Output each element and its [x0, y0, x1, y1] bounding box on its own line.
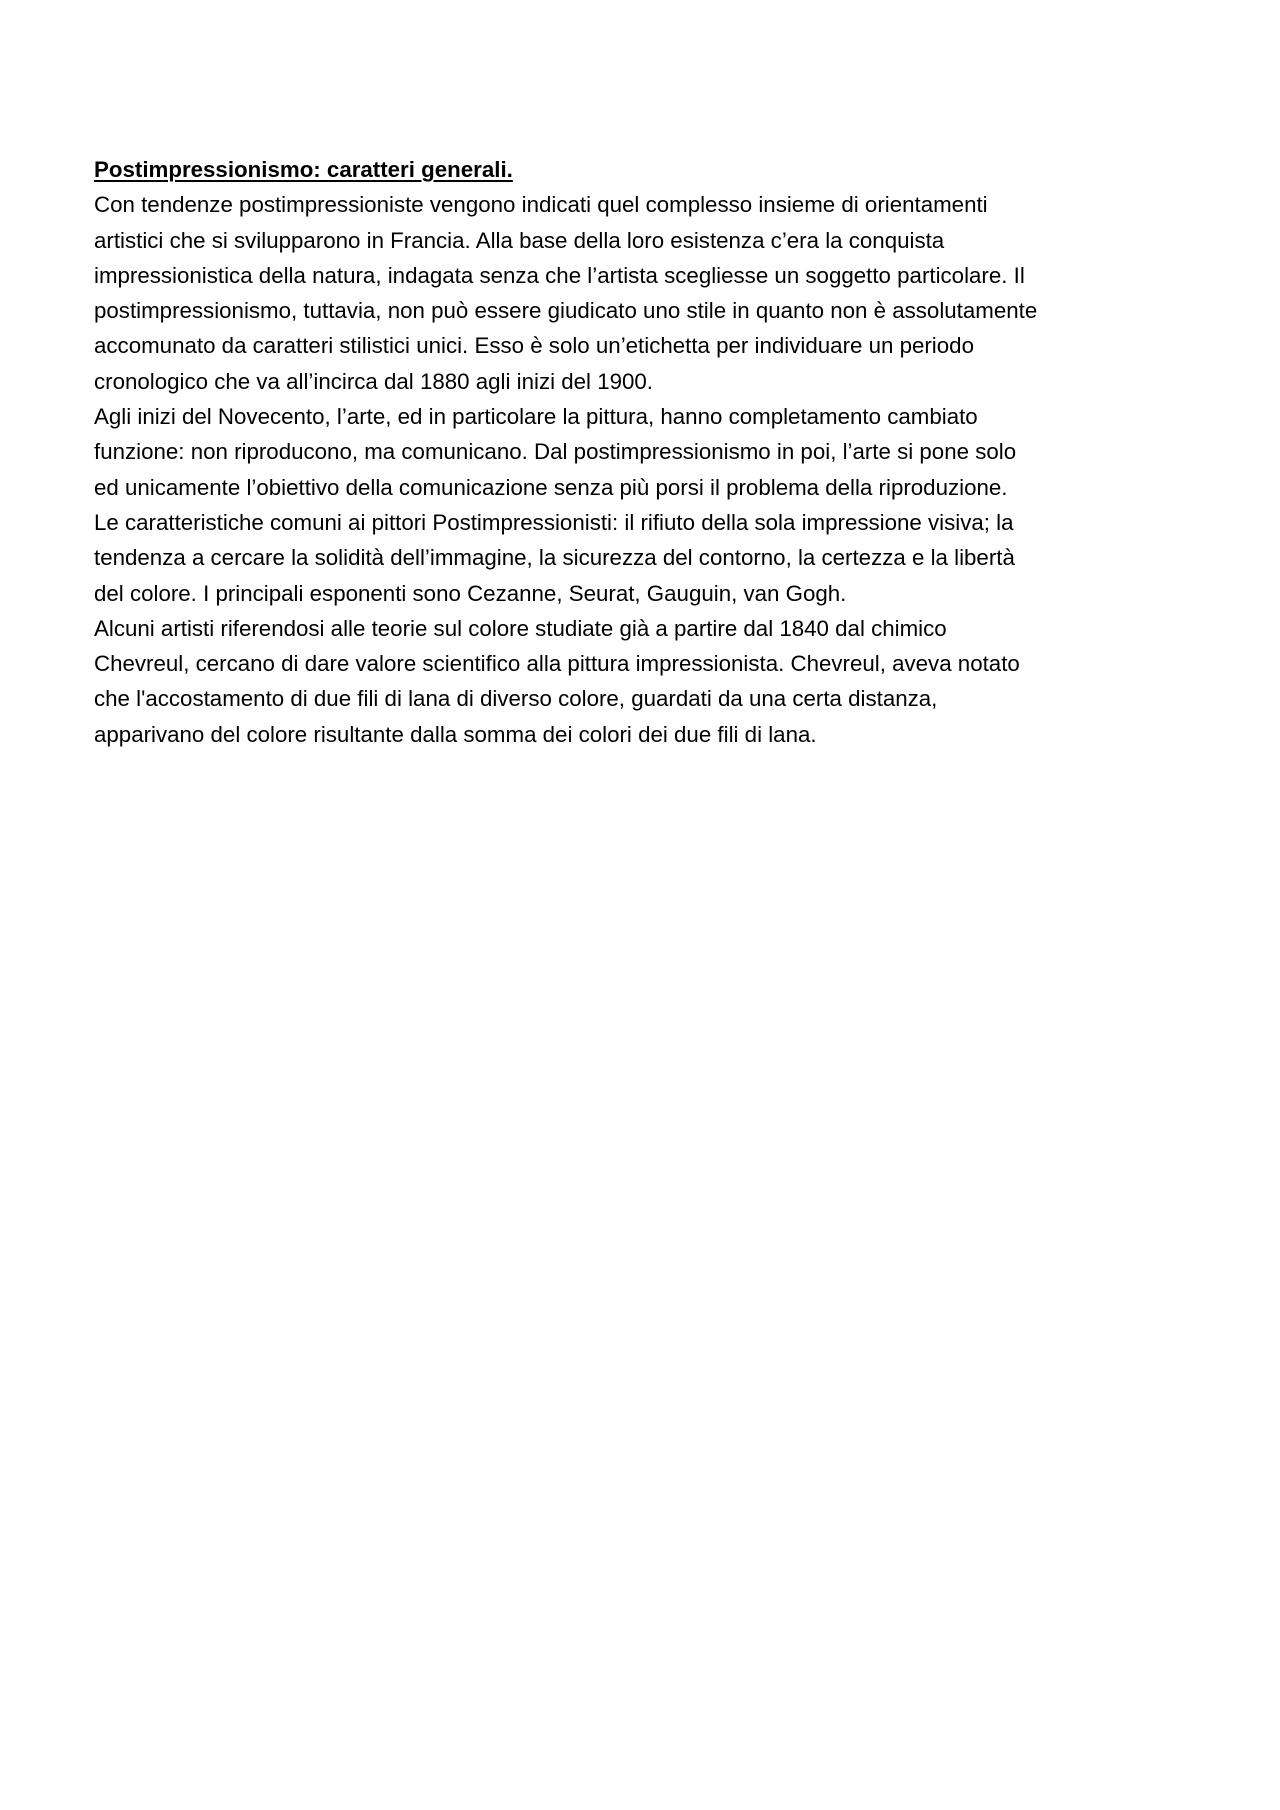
body-line: Chevreul, cercano di dare valore scientifico alla pittura impressionista. Chevreul, aveva notato [94, 651, 1020, 677]
body-line: Le caratteristiche comuni ai pittori Postimpressionisti: il rifiuto della sola impressione visiva; la [94, 509, 1014, 535]
body-line: artistici che si svilupparono in Francia. Alla base della loro esistenza c’era la conquista [94, 227, 945, 253]
body-line: Alcuni artisti riferendosi alle teorie sul colore studiate già a partire dal 1840 dal chimico [94, 615, 947, 641]
body-line: accomunato da caratteri stilistici unici. Esso è solo un’etichetta per individuare un periodo [94, 333, 974, 359]
body-line: postimpressionismo, tuttavia, non può essere giudicato uno stile in quanto non è assolutamente [94, 298, 1038, 324]
body-line: Con tendenze postimpressioniste vengono indicati quel complesso insieme di orientamenti [94, 192, 988, 218]
body-line: cronologico che va all’incirca dal 1880 agli inizi del 1900. [94, 368, 654, 394]
body-line: che l'accostamento di due fili di lana di diverso colore, guardati da una certa distanza, [94, 686, 938, 712]
body-line: tendenza a cercare la solidità dell’immagine, la sicurezza del contorno, la certezza e la libertà [94, 545, 1015, 571]
body-line: Agli inizi del Novecento, l’arte, ed in particolare la pittura, hanno completamento cambiato [94, 404, 978, 430]
body-line: apparivano del colore risultante dalla somma dei colori dei due fili di lana. [94, 721, 817, 747]
document-body [94, 187, 1204, 752]
body-line: funzione: non riproducono, ma comunicano. Dal postimpressionismo in poi, l’arte si pone solo [94, 439, 1017, 465]
body-line: impressionistica della natura, indagata senza che l’artista scegliesse un soggetto particolare. Il [94, 262, 1025, 288]
document-title: Postimpressionismo: caratteri generali. [94, 157, 513, 182]
document-page [94, 152, 1204, 752]
body-line: ed unicamente l’obiettivo della comunicazione senza più porsi il problema della riproduzione. [94, 474, 1008, 500]
body-line: del colore. I principali esponenti sono Cezanne, Seurat, Gauguin, van Gogh. [94, 580, 847, 606]
